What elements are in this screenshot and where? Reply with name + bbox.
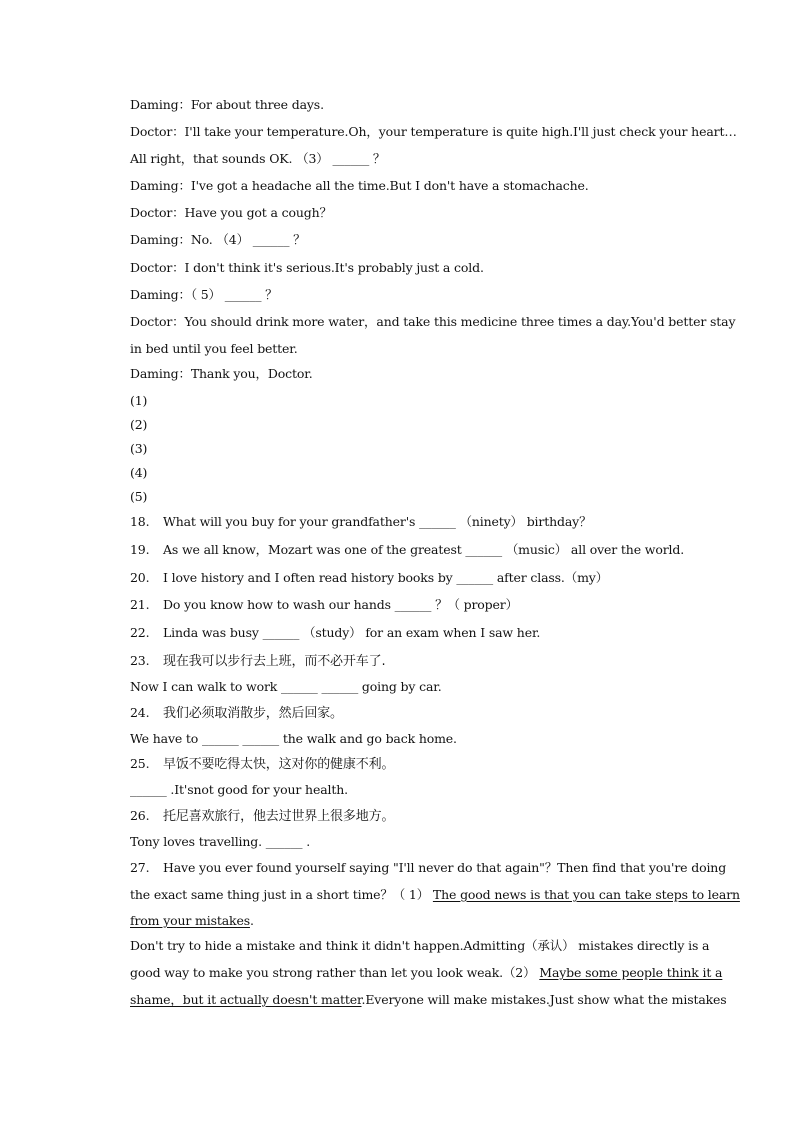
underlined-sentence: from your mistakes	[130, 913, 250, 928]
dialogue-line: Doctor：You should drink more water，and take this medicine three times a day.You'd better stay	[130, 314, 736, 329]
dialogue-line: Daming：No. （4） ______ ？	[130, 232, 306, 247]
answer-slot: (5)	[130, 489, 148, 504]
translation-answer: We have to ______ ______ the walk and go back home.	[130, 731, 457, 746]
dialogue-line: Daming：Thank you，Doctor.	[130, 366, 313, 381]
answer-slot: (4)	[130, 465, 148, 480]
reading-line	[130, 859, 726, 877]
reading-text: Have you ever found yourself saying "I'll never do that again"？Then find that you're doing	[163, 860, 727, 875]
reading-text: Don't try to hide a mistake and think it didn't happen.Admitting（承认） mistakes directly is a	[130, 938, 710, 953]
question-text: As we all know，Mozart was one of the greatest ______ （music） all over the world.	[163, 542, 685, 557]
question-number: 25.	[130, 756, 150, 771]
question-number: 22.	[130, 625, 150, 640]
translation-prompt	[130, 807, 394, 826]
question-number: 23.	[130, 653, 150, 668]
chinese-sentence: 现在我可以步行去上班，而不必开车了.	[163, 654, 386, 669]
dialogue-line: Daming：For about three days.	[130, 97, 324, 112]
translation-prompt	[130, 652, 385, 671]
chinese-sentence: 托尼喜欢旅行，他去过世界上很多地方。	[163, 809, 395, 824]
question-text: Linda was busy ______ （study） for an exam when I saw her.	[163, 625, 541, 640]
dialogue-line: Doctor：I'll take your temperature.Oh，your temperature is quite high.I'll just check your heart…	[130, 124, 737, 139]
question-text: What will you buy for your grandfather's ______ （ninety） birthday？	[163, 514, 592, 529]
translation-prompt	[130, 704, 343, 723]
translation-prompt	[130, 755, 394, 774]
chinese-sentence: 我们必须取消散步，然后回家。	[163, 706, 343, 721]
underlined-sentence: The good news is that you can take steps to learn	[432, 887, 740, 902]
reading-line	[130, 886, 740, 904]
question-item	[130, 624, 540, 642]
translation-answer: ______ .It'snot good for your health.	[130, 782, 348, 797]
reading-text: the exact same thing just in a short time？（ 1）	[130, 887, 430, 902]
reading-line	[130, 912, 254, 930]
reading-text: .	[249, 913, 254, 928]
chinese-sentence: 早饭不要吃得太快，这对你的健康不利。	[163, 757, 395, 772]
dialogue-line: Daming：I've got a headache all the time.But I don't have a stomachache.	[130, 178, 589, 193]
dialogue-line: Doctor：Have you got a cough？	[130, 205, 332, 220]
reading-line	[130, 991, 727, 1009]
underlined-sentence: Maybe some people think it a	[539, 965, 723, 980]
question-text: I love history and I often read history books by ______ after class.（my）	[163, 570, 609, 585]
underlined-sentence: shame，but it actually doesn't matter	[130, 992, 362, 1007]
question-item	[130, 596, 518, 614]
dialogue-line: Daming：（ 5） ______ ？	[130, 287, 278, 302]
question-item	[130, 513, 591, 531]
dialogue-line: All right，that sounds OK. （3） ______ ？	[130, 151, 386, 166]
dialogue-line: Doctor：I don't think it's serious.It's probably just a cold.	[130, 260, 484, 275]
question-text: Do you know how to wash our hands ______ ？（ proper）	[163, 597, 518, 612]
question-item	[130, 569, 608, 587]
answer-slot: (3)	[130, 441, 148, 456]
reading-line	[130, 937, 709, 955]
translation-answer: Now I can walk to work ______ ______ going by car.	[130, 679, 442, 694]
question-item	[130, 541, 684, 559]
question-number: 21.	[130, 597, 150, 612]
question-number: 18.	[130, 514, 150, 529]
question-number: 26.	[130, 808, 150, 823]
dialogue-line: in bed until you feel better.	[130, 341, 298, 356]
reading-line	[130, 964, 722, 982]
answer-slot: (2)	[130, 417, 148, 432]
question-number: 20.	[130, 570, 150, 585]
question-number: 27.	[130, 860, 150, 875]
question-number: 19.	[130, 542, 150, 557]
question-number: 24.	[130, 705, 150, 720]
translation-answer: Tony loves travelling. ______ .	[130, 834, 311, 849]
reading-text: good way to make you strong rather than let you look weak.（2）	[130, 965, 536, 980]
reading-text: .Everyone will make mistakes.Just show what the mistakes	[361, 992, 727, 1007]
answer-slot: (1)	[130, 393, 148, 408]
